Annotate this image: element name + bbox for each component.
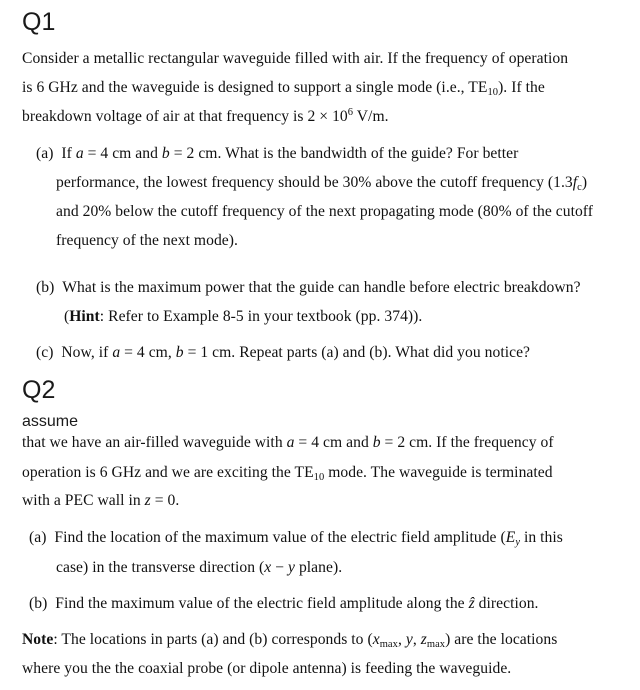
q1-part-b-line-1: (b) What is the maximum power that the guide can handle before electric breakdown?	[36, 279, 581, 296]
q1-part-c-line: (c) Now, if a = 4 cm, b = 1 cm. Repeat parts (a) and (b). What did you notice?	[36, 344, 531, 361]
q1-intro-line-3: breakdown voltage of air at that frequency is $2 \times 10^6$ V/m.	[22, 107, 389, 125]
hint-label: Hint	[69, 308, 100, 325]
q2-assume: assume	[22, 413, 79, 430]
q2-part-a-line-2: case) in the transverse direction (x − y plane).	[56, 559, 343, 576]
q2-intro-line-1: that we have an air-filled waveguide with a = 4 cm and b = 2 cm. If the frequency of	[22, 434, 554, 451]
q1-heading: Q1	[22, 8, 56, 36]
q1-part-b-hint: (Hint: Refer to Example 8-5 in your textbook (pp. 374)).	[64, 308, 423, 325]
q1-part-a-line-2: performance, the lowest frequency should be 30% above the cutoff frequency $(1.3f_c)$	[56, 174, 588, 193]
q1-intro-line-1: Consider a metallic rectangular waveguide filled with air. If the frequency of operation	[22, 50, 569, 67]
q2-intro-line-3: with a PEC wall in z = 0.	[22, 492, 180, 509]
note-label: Note	[22, 631, 54, 648]
q1-part-a-line-1: (a) If a = 4 cm and b = 2 cm. What is the bandwidth of the guide? For better	[36, 145, 519, 162]
q1-part-a-line-3: and 20% below the cutoff frequency of the next propagating mode (80% of the cutoff	[56, 203, 594, 220]
q2-note-line-1: Note: The locations in parts (a) and (b) corresponds to ($x_{max}$, y, $z_{max}$) are the locations	[22, 631, 558, 650]
q2-part-a-line-1: (a) Find the location of the maximum value of the electric field amplitude ($E_y$ in this	[29, 529, 563, 548]
q2-part-b-line: (b) Find the maximum value of the electric field amplitude along the ẑ direction.	[29, 595, 539, 612]
q1-part-a-line-4: frequency of the next mode).	[56, 232, 238, 249]
q2-note-line-2: where you the the coaxial probe (or dipole antenna) is feeding the waveguide.	[22, 660, 512, 677]
q2-intro-line-2: operation is 6 GHz and we are exciting the $TE_{10}$ mode. The waveguide is terminated	[22, 464, 553, 483]
q2-heading: Q2	[22, 376, 56, 404]
q1-intro-line-2: is 6 GHz and the waveguide is designed to support a single mode (i.e., $TE_{10}$). If the	[22, 79, 545, 98]
